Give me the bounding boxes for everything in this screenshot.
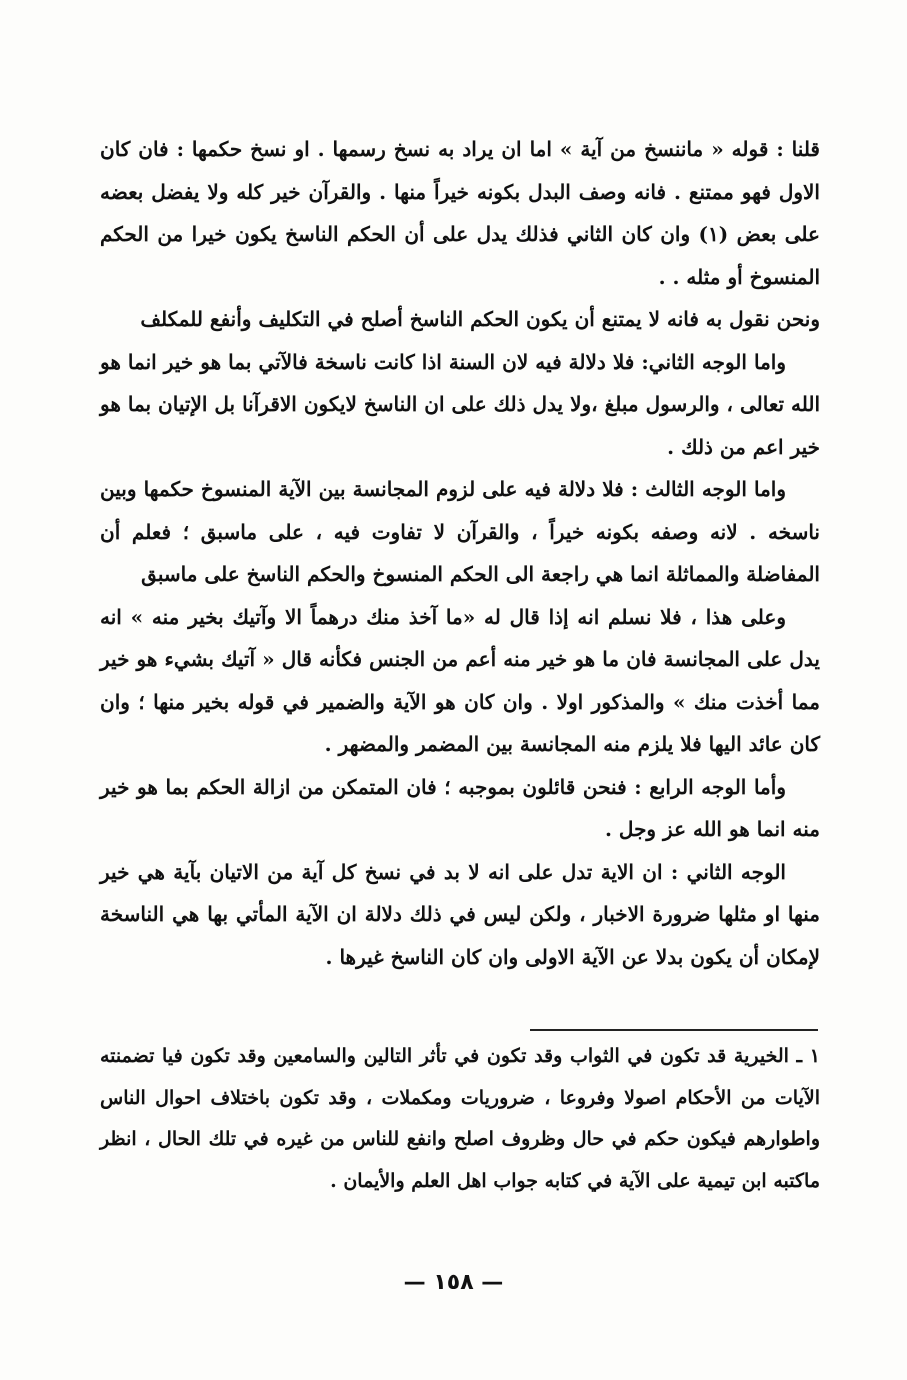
paragraph-7: الوجه الثاني : ان الاية تدل على انه لا بد في نسخ كل آية من الاتيان بآية هي خير منها او مثلها ضرورة الاخبار ، ولكن ليس في ذلك دلالة ان الآية المأتي بها هي الناسخة لإمكان أن يكون بدلا عن الآية الاولى وان كان الناسخ غيرها . <box>100 859 820 969</box>
paragraph-4: واما الوجه الثالث : فلا دلالة فيه على لزوم المجانسة بين الآية المنسوخ حكمها وبين ناسخه . لانه وصفه بكونه خيراً ، والقرآن لا تفاوت فيه ، على ماسبق ؛ فعلم أن المفاضلة والمماثلة انما هي راجعة الى الحكم المنسوخ والحكم الناسخ على ماسبق <box>100 477 820 586</box>
paragraph-5: وعلى هذا ، فلا نسلم انه إذا قال له «ما آخذ منك درهماً الا وآتيك بخير منه » انه يدل على المجانسة فان ما هو خير منه أعم من الجنس فكأنه قال « آتيك بشيء هو خير مما أخذت منك » والمذكور اولا . وان كان هو الآية والضمير في قوله بخير منها ؛ وان كان عائد اليها فلا يلزم منه المجانسة بين المضمر والمضهر . <box>100 604 820 756</box>
main-text <box>100 128 820 978</box>
paragraph-1: قلنا : قوله « ماننسخ من آية » اما ان يراد به نسخ رسمها . او نسخ حكمها : فان كان الاول فهو ممتنع . فانه وصف البدل بكونه خيراً منها . والقرآن خير كله ولا يفضل بعضه على بعض (١) وان كان الثاني فذلك يدل على أن الحكم الناسخ يكون خيرا من الحكم المنسوخ أو مثله . . <box>100 137 820 289</box>
page-number: — ١٥٨ — <box>403 1270 504 1295</box>
paragraph-6: وأما الوجه الرابع : فنحن قائلون بموجبه ؛ فان المتمكن من ازالة الحكم بما هو خير منه انما هو الله عز وجل . <box>100 774 820 841</box>
footnote-divider <box>530 1029 818 1031</box>
footnote: ١ ـ الخيرية قد تكون في الثواب وقد تكون في تأثر التالين والسامعين وقد تكون فيا تضمنته الآيات من الأحكام اصولا وفروعا ، ضروريات ومكملات ، وقد تكون باختلاف احوال الناس واطوارهم فيكون حكم في حال وظروف اصلح وانفع للناس من غيره في تلك الحال ، انظر ماكتبه ابن تيمية على الآية في كتابه جواب اهل العلم والأيمان . <box>100 1045 821 1192</box>
paragraph-3: واما الوجه الثاني: فلا دلالة فيه لان السنة اذا كانت ناسخة فالآتي بما هو خير انما هو الله تعالى ، والرسول مبلغ ،ولا يدل ذلك على ان الناسخ لايكون الاقرآنا بل الإتيان بما هو خير اعم من ذلك . <box>100 349 820 459</box>
paragraph-2: ونحن نقول به فانه لا يمتنع أن يكون الحكم الناسخ أصلح في التكليف وأنفع للمكلف <box>140 307 820 331</box>
